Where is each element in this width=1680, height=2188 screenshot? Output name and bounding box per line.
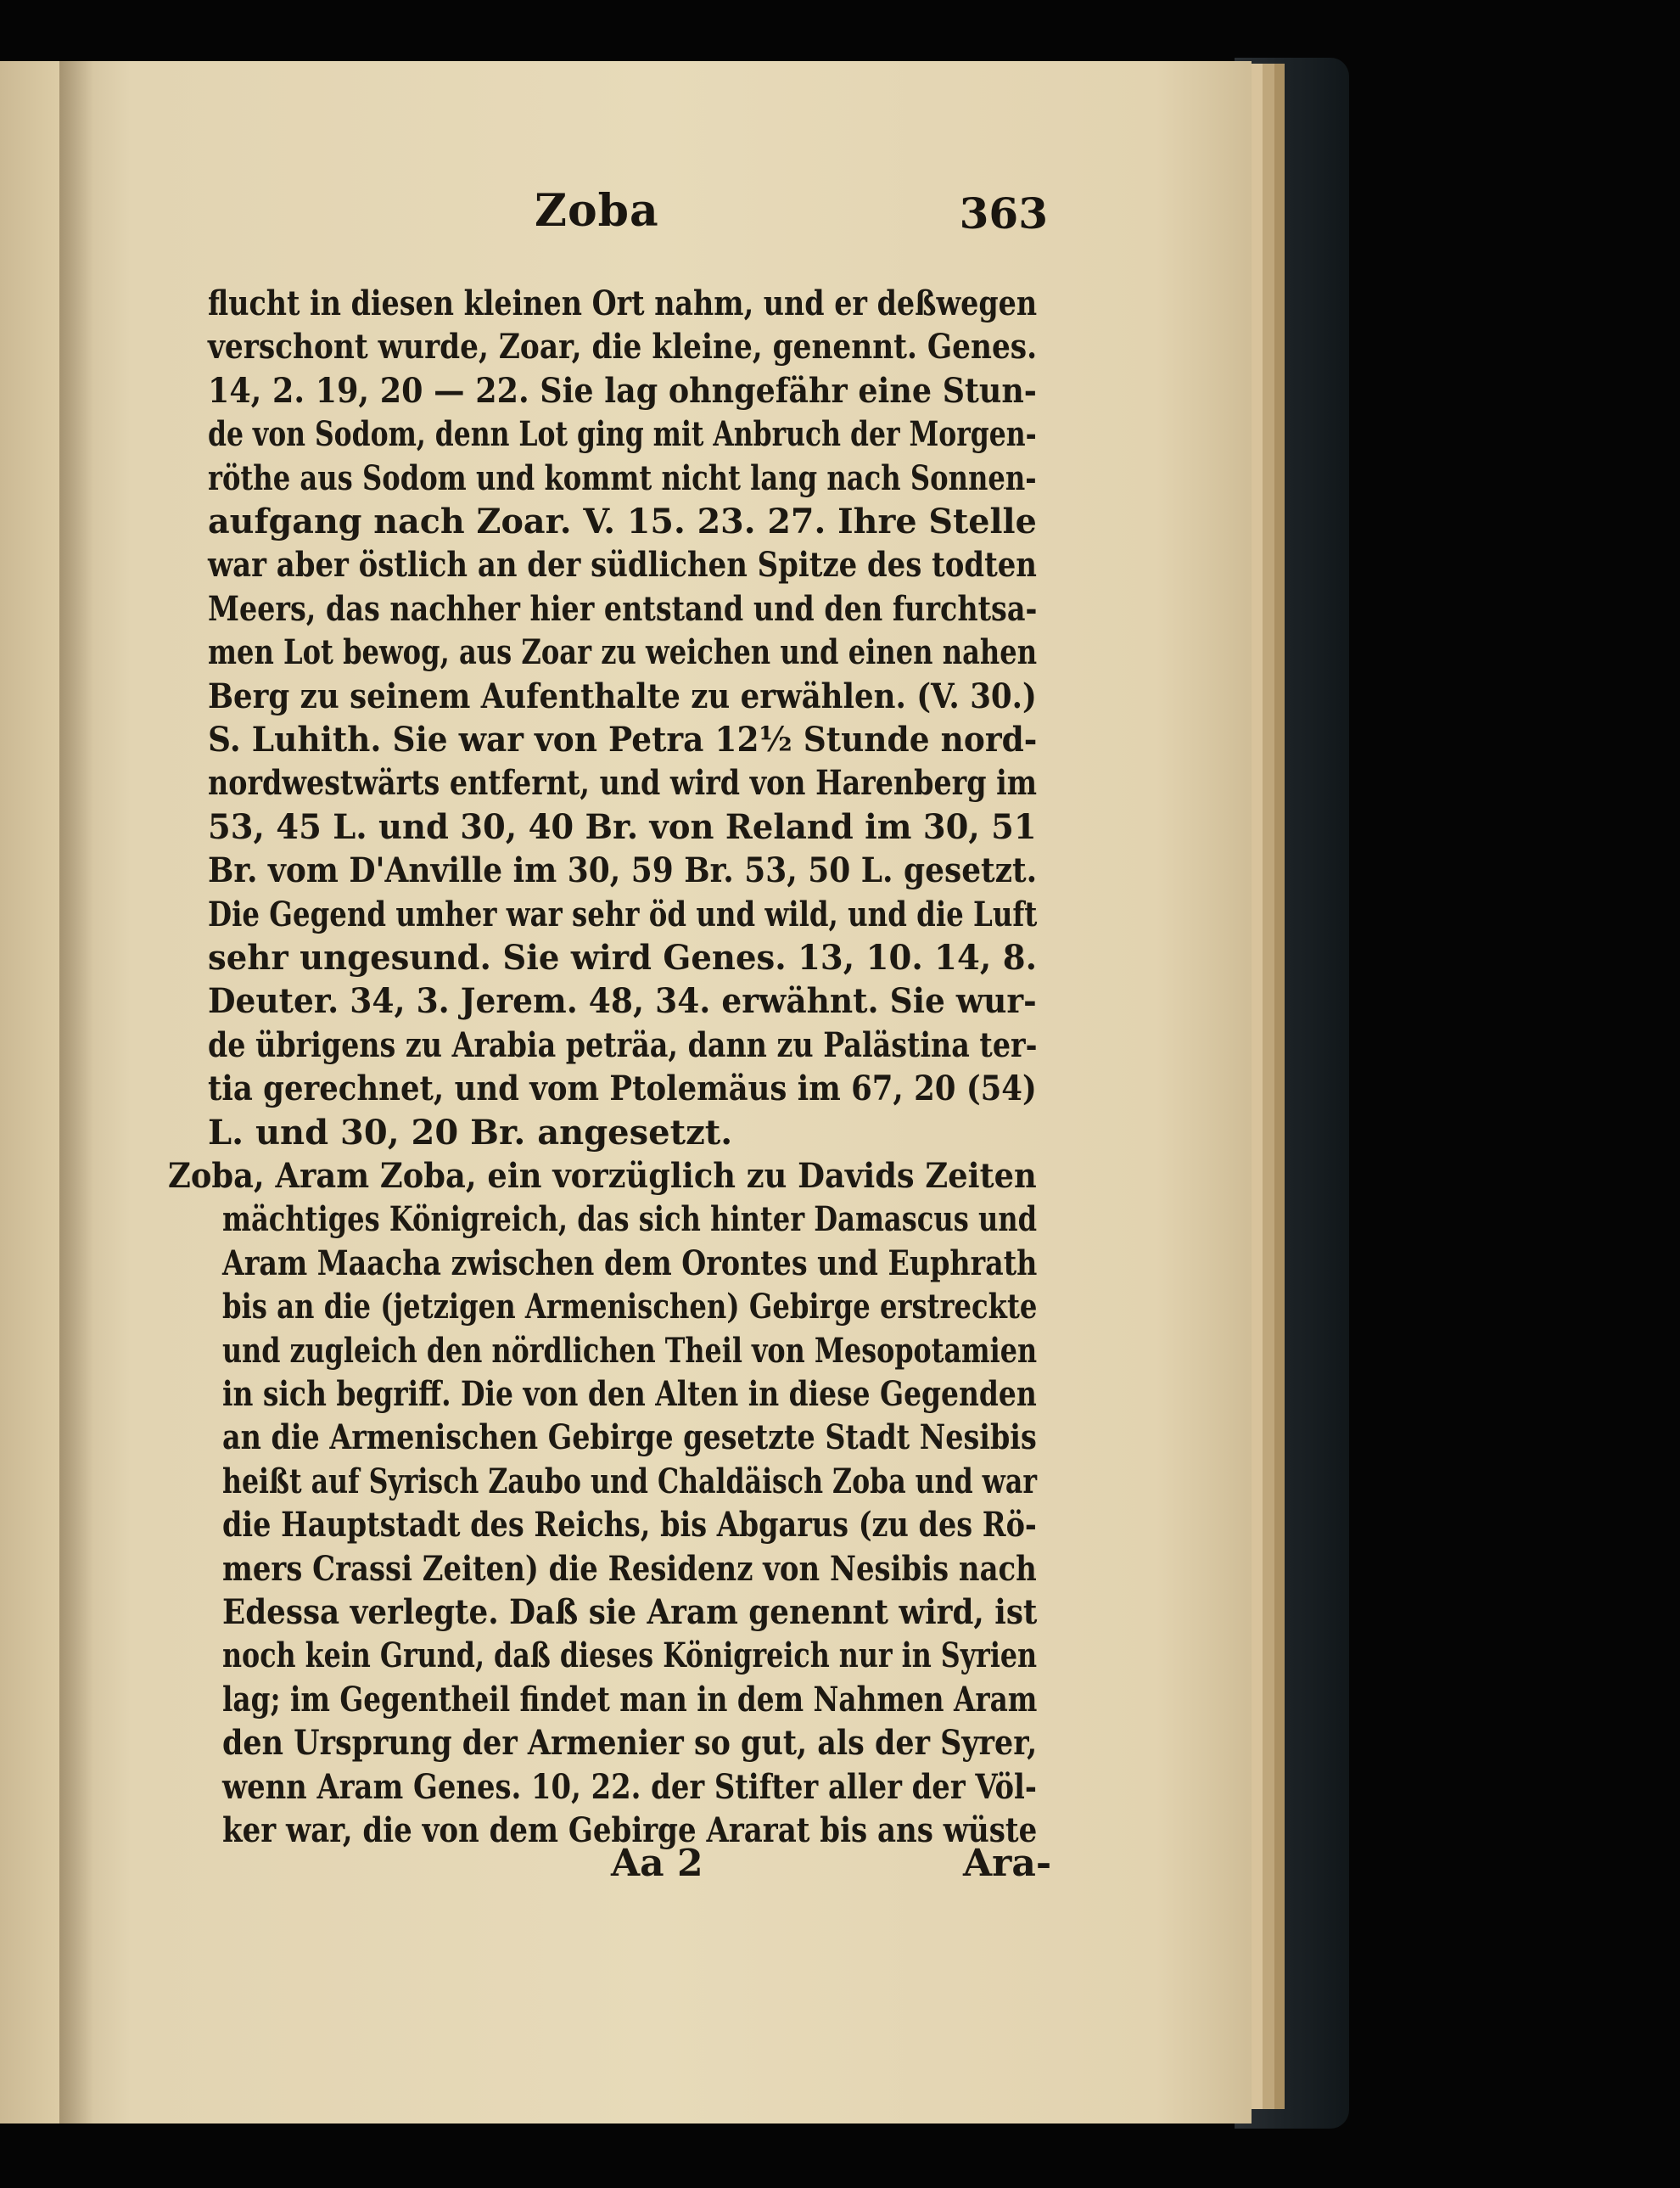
text-line: Berg zu seinem Aufenthalte zu erwählen. (V. 30.) xyxy=(208,676,1037,716)
page-number: 363 xyxy=(959,188,1048,238)
text-line: und zugleich den nördlichen Theil von Mesopotamien xyxy=(222,1330,1038,1371)
text-line: men Lot bewog, aus Zoar zu weichen und einen nahen xyxy=(208,632,1038,673)
text-line: L. und 30, 20 Br. angesetzt. xyxy=(208,1112,733,1153)
page-block-edge xyxy=(1274,64,1285,2109)
text-line: in sich begriff. Die von den Alten in diese Gegenden xyxy=(222,1374,1037,1414)
facing-page-edge xyxy=(0,61,59,2123)
text-line: verschont wurde, Zoar, die kleine, genennt. Genes. xyxy=(208,327,1038,367)
text-line: S. Luhith. Sie war von Petra 12½ Stunde nord- xyxy=(208,720,1038,760)
text-line: war aber östlich an der südlichen Spitze des todten xyxy=(208,545,1037,586)
text-line: flucht in diesen kleinen Ort nahm, und er deßwegen xyxy=(208,283,1038,323)
text-line: de übrigens zu Arabia peträa, dann zu Palästina ter- xyxy=(208,1024,1038,1065)
page-block-edge xyxy=(1263,64,1274,2109)
text-line: wenn Aram Genes. 10, 22. der Stifter aller der Völ- xyxy=(222,1766,1037,1807)
text-line: die Hauptstadt des Reichs, bis Abgarus (zu des Rö- xyxy=(222,1505,1037,1546)
text-line: Zoba, Aram Zoba, ein vorzüglich zu Davids Zeiten xyxy=(168,1156,1037,1196)
text-line: 14, 2. 19, 20 — 22. Sie lag ohngefähr eine Stun- xyxy=(208,370,1037,411)
text-line: sehr ungesund. Sie wird Genes. 13, 10. 14, 8. xyxy=(208,938,1038,978)
text-line: aufgang nach Zoar. V. 15. 23. 27. Ihre Stelle xyxy=(208,502,1037,541)
text-line: Edessa verlegte. Daß sie Aram genennt wird, ist xyxy=(222,1592,1038,1632)
signature-mark: Aa 2 xyxy=(611,1842,703,1885)
text-line: Deuter. 34, 3. Jerem. 48, 34. erwähnt. Sie wur- xyxy=(208,981,1037,1022)
text-line: Br. vom D'Anville im 30, 59 Br. 53, 50 L. gesetzt. xyxy=(208,850,1038,891)
text-line: heißt auf Syrisch Zaubo und Chaldäisch Zoba und war xyxy=(222,1461,1037,1501)
text-line: 53, 45 L. und 30, 40 Br. von Reland im 30, 51 xyxy=(208,806,1037,847)
text-line: mächtiges Königreich, das sich hinter Damascus und xyxy=(222,1199,1038,1240)
text-line: röthe aus Sodom und kommt nicht lang nach Sonnen- xyxy=(208,457,1037,498)
text-line: Meers, das nachher hier entstand und den furchtsa- xyxy=(208,588,1038,629)
text-line: nordwestwärts entfernt, und wird von Harenberg im xyxy=(208,763,1037,804)
text-line: an die Armenischen Gebirge gesetzte Stadt Nesibis xyxy=(222,1417,1037,1458)
text-line: bis an die (jetzigen Armenischen) Gebirge erstreckte xyxy=(222,1287,1038,1327)
text-line: lag; im Gegentheil findet man in dem Nahmen Aram xyxy=(222,1679,1038,1720)
text-line: tia gerechnet, und vom Ptolemäus im 67, 20 (54) xyxy=(208,1069,1037,1109)
gutter-shadow xyxy=(59,61,93,2123)
text-line: Aram Maacha zwischen dem Orontes und Euphrath xyxy=(222,1243,1038,1283)
text-line: mers Crassi Zeiten) die Residenz von Nesibis nach xyxy=(222,1548,1037,1589)
text-line: Die Gegend umher war sehr öd und wild, und die Luft xyxy=(208,894,1038,934)
text-line: ker war, die von dem Gebirge Ararat bis ans wüste xyxy=(222,1810,1038,1850)
text-line: de von Sodom, denn Lot ging mit Anbruch der Morgen- xyxy=(208,414,1037,455)
text-line: den Ursprung der Armenier so gut, als der Syrer, xyxy=(222,1723,1038,1764)
catchword: Ara- xyxy=(963,1842,1052,1885)
text-line: noch kein Grund, daß dieses Königreich nur in Syrien xyxy=(222,1635,1038,1676)
running-head-title: Zoba xyxy=(535,185,659,237)
